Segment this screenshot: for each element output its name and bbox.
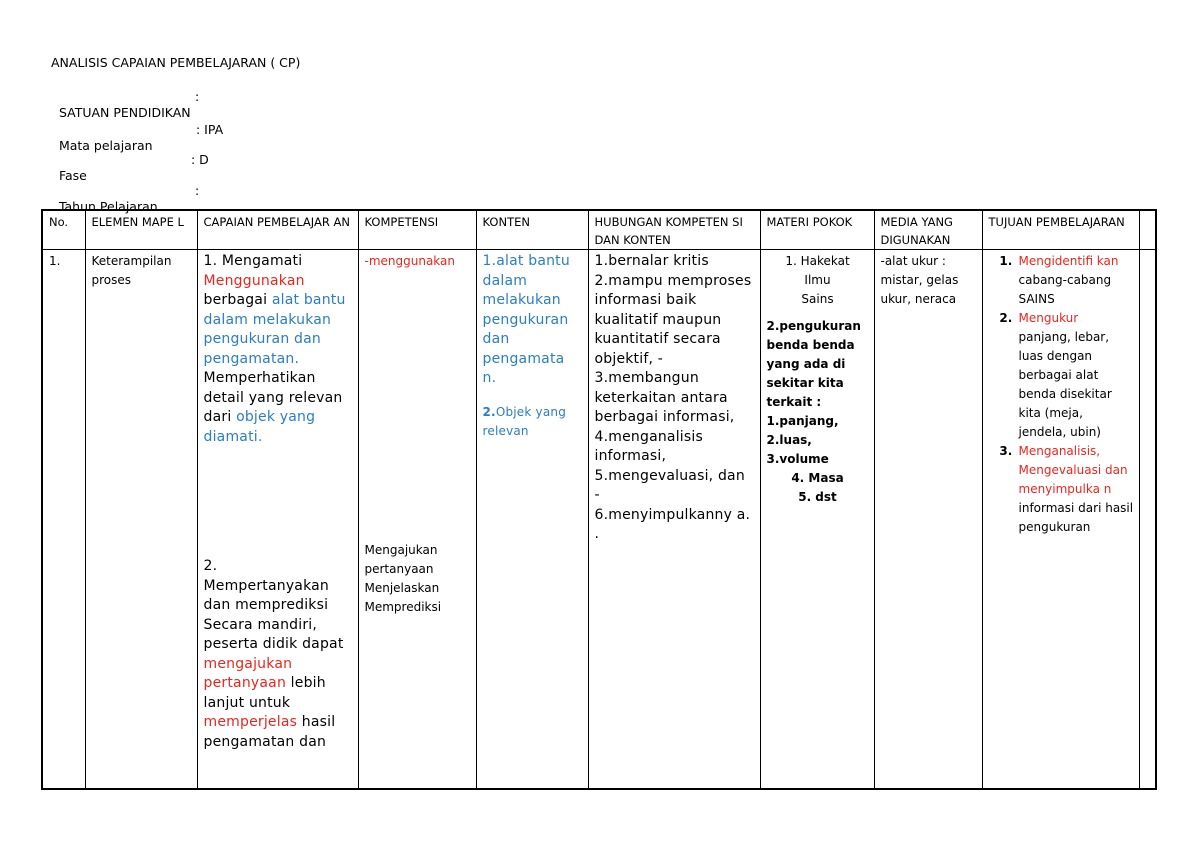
materi-a2: Ilmu [804,273,831,287]
col-header-konten: KONTEN [476,210,588,250]
satuan-value: : [195,89,200,104]
tujuan-1-text: cabang-cabang SAINS [1018,273,1112,306]
cell-konten [476,250,588,790]
capaian-p2-text4: hasil pengamatan dan [203,714,336,750]
mapel-value: : IPA [196,122,224,137]
tujuan-3-text: informasi dari hasil pengukuran [1018,501,1134,534]
table-row [42,250,1156,790]
konten-b [483,403,583,441]
materi-c3: 3.volume [766,452,829,466]
materi-c1: 1.panjang, [766,414,839,428]
hubungan-item: . [594,526,600,542]
col-header-no: No. [42,210,85,250]
capaian-p2-clarify: memperjelas [203,714,298,730]
cell-hubungan [588,250,760,790]
hubungan-item: 1.bernalar kritis [594,253,709,269]
tujuan-2-verb: Mengukur [1018,311,1079,325]
materi-c2: 2.luas, [766,433,812,447]
materi-c4: 4. Masa [791,471,844,485]
capaian-p2-text3: lebih lanjut untuk [203,675,326,711]
table-header-row [42,210,1156,250]
cell-extra [1139,250,1156,790]
cell-elemen: Keterampilan proses [85,250,197,790]
capaian-p2-text: Mempertanyakan dan memprediksi Secara mandiri, [203,577,330,633]
materi-a1: 1. Hakekat [785,254,850,268]
konten-b-num: 2. [482,404,496,419]
capaian-p2-heading: 2. [203,558,218,574]
capaian-p1-text: berbagai [203,292,268,308]
mapel-label: Mata pelajaran [58,138,153,153]
cell-kompetensi [358,250,476,790]
tujuan-1-verb: Mengidentifi kan [1018,254,1119,268]
col-header-elemen: ELEMEN MAPE L [85,210,197,250]
col-header-hubungan: HUBUNGAN KOMPETEN SI DAN KONTEN [588,210,760,250]
col-header-extra [1139,210,1156,250]
col-header-capaian: CAPAIAN PEMBELAJAR AN [197,210,358,250]
cp-analysis-table [41,209,1157,790]
col-header-kompetensi: KOMPETENSI [358,210,476,250]
tujuan-item [1017,252,1134,309]
capaian-p1-verb: Menggunakan [203,272,305,289]
hubungan-item: 6.menyimpulkanny a. [594,506,751,523]
hubungan-item: 3.membangun keterkaitan antara berbagai informasi, [594,370,735,425]
konten-a: 1.alat bantu dalam melakukan pengukuran dan pengamata n. [482,253,570,386]
hubungan-item: 5.mengevaluasi, dan [594,467,745,484]
tujuan-list [985,252,1134,537]
tujuan-3-verb: Menganalisis, Mengevaluasi dan menyimpulka n [1018,444,1128,496]
capaian-p1-heading: 1. Mengamati [203,253,303,269]
hubungan-item: 2.mampu memproses informasi baik kualitatif maupun kuantitatif secara objektif, - [594,272,752,367]
cell-no: 1. [42,250,85,790]
cell-tujuan [982,250,1139,790]
satuan-label: SATUAN PENDIDIKAN [58,105,191,120]
kompetensi-b: Mengajukan pertanyaan Menjelaskan Memprediksi [364,543,442,614]
capaian-p2-question: mengajukan pertanyaan [203,655,293,691]
konten-b-text: Objek yang relevan [482,404,567,438]
capaian-p1-tools: alat bantu dalam melakukan pengukuran dan pengamatan. [203,292,346,367]
tujuan-item [1017,309,1134,442]
fase-label: Fase [58,168,87,183]
cell-materi [760,250,874,790]
tahun-value: : [195,183,200,198]
tujuan-item [1017,442,1134,537]
cell-capaian [197,250,358,790]
materi-b: 2.pengukuran benda benda yang ada di sekitar kita terkait : [766,319,861,409]
hubungan-item: 4.menganalisis informasi, [594,428,703,464]
hubungan-item: - [594,487,600,503]
capaian-p2-text2: peserta didik dapat [203,636,344,652]
col-header-tujuan: TUJUAN PEMBELAJARAN [982,210,1139,250]
tahun-label: Tahun Pelajaran [58,199,158,214]
col-header-materi: MATERI POKOK [760,210,874,250]
materi-a3: Sains [801,292,834,306]
capaian-p1-detail: Memperhatikan detail yang relevan dari [203,370,343,425]
materi-c5: 5. dst [798,490,837,504]
document-title: ANALISIS CAPAIAN PEMBELAJARAN ( CP) [51,55,301,70]
tujuan-2-text: panjang, lebar, luas dengan berbagai alat benda disekitar kita (meja, jendela, ubin) [1018,330,1112,439]
col-header-media: MEDIA YANG DIGUNAKAN [874,210,982,250]
kompetensi-a: -menggunakan [364,254,456,268]
fase-value: : D [191,152,209,167]
cell-media: -alat ukur : mistar, gelas ukur, neraca [874,250,982,790]
capaian-p1-object: objek yang diamati. [203,409,316,445]
